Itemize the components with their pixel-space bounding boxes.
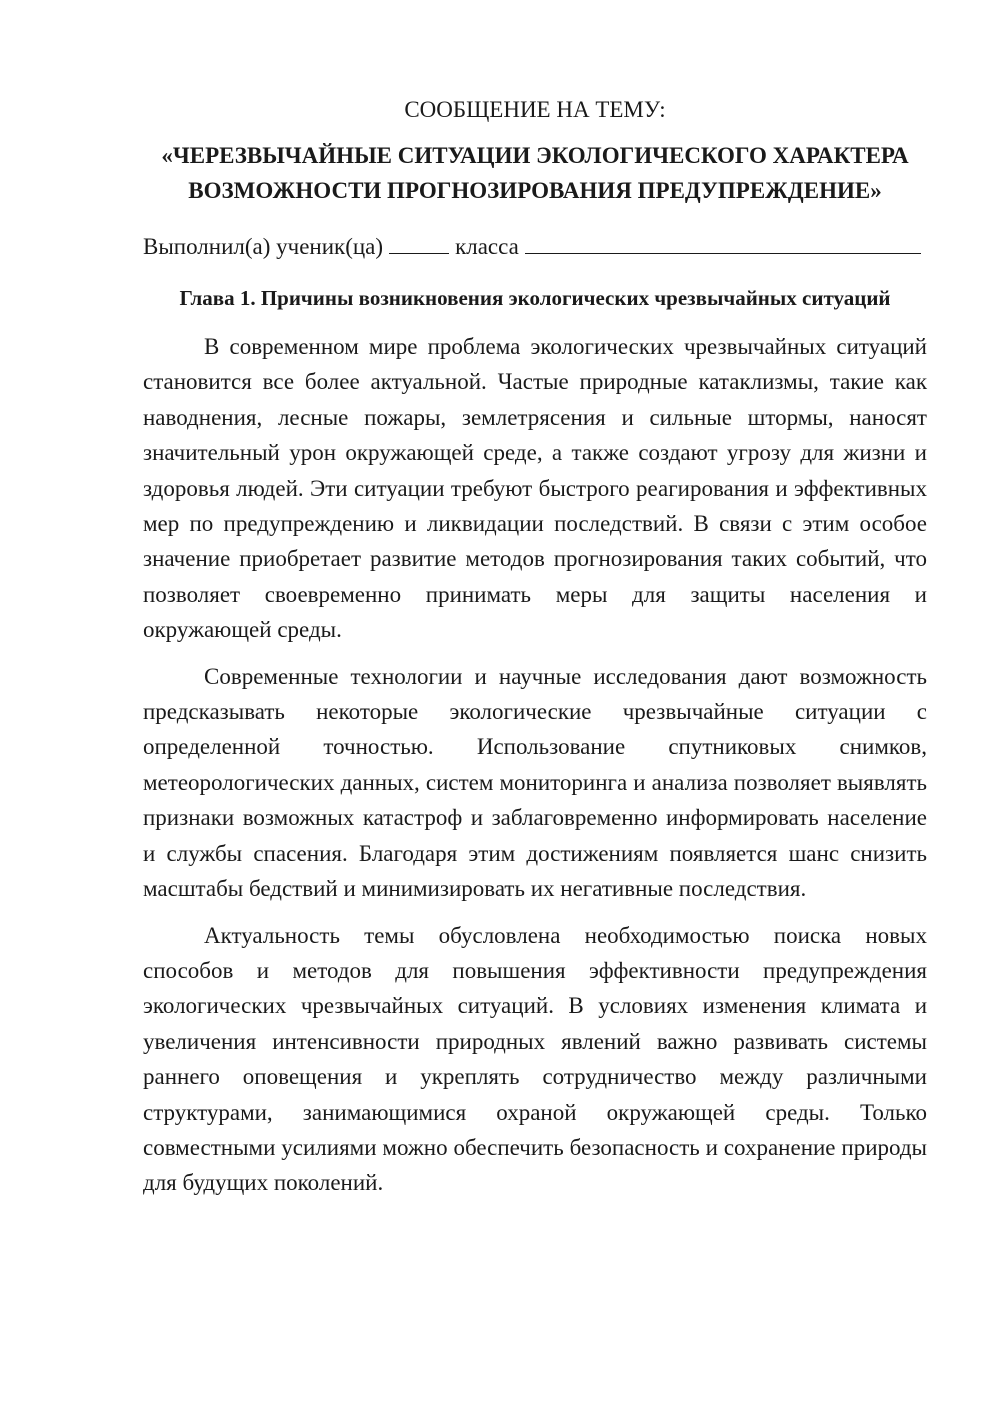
topic-label: СООБЩЕНИЕ НА ТЕМУ: xyxy=(404,97,666,122)
document-page xyxy=(143,96,927,1201)
paragraph-2: Современные технологии и научные исследования дают возможность предсказывать некоторые экологические чрезвычайные ситуации с определенной точностью. Использование спутниковых снимков, метеорологических данных, систем мониторинга и анализа позволяет выявлять признаки возможных катастроф и заблаговременно информировать население и службы спасения. Благодаря этим достижениям появляется шанс снизить масштабы бедствий и минимизировать их негативные последствия. xyxy=(143,663,927,902)
name-blank xyxy=(525,231,921,254)
author-line xyxy=(143,231,927,261)
class-label: класса xyxy=(455,234,519,259)
paragraph-1: В современном мире проблема экологических чрезвычайных ситуаций становится все более актуальной. Частые природные катаклизмы, такие как наводнения, лесные пожары, землетрясения и сильные штормы, наносят значительный урон окружающей среде, а также создают угрозу для жизни и здоровья людей. Эти ситуации требуют быстрого реагирования и эффективных мер по предупреждению и ликвидации последствий. В связи с этим особое значение приобретает развитие методов прогнозирования таких событий, что позволяет своевременно принимать меры для защиты населения и окружающей среды. xyxy=(143,334,927,643)
document-title: «ЧЕРЕЗВЫЧАЙНЫЕ СИТУАЦИИ ЭКОЛОГИЧЕСКОГО ХАРАКТЕРА ВОЗМОЖНОСТИ ПРОГНОЗИРОВАНИЯ ПРЕДУПРЕЖДЕНИЕ» xyxy=(161,143,909,203)
paragraph-3: Актуальность темы обусловлена необходимостью поиска новых способов и методов для повышения эффективности предупреждения экологических чрезвычайных ситуаций. В условиях изменения климата и увеличения интенсивности природных явлений важно развивать системы раннего оповещения и укреплять сотрудничество между различными структурами, занимающимися охраной окружающей среды. Только совместными усилиями можно обеспечить безопасность и сохранение природы для будущих поколений. xyxy=(143,922,927,1196)
performed-label: Выполнил(а) ученик(ца) xyxy=(143,234,384,259)
chapter-title: Глава 1. Причины возникновения экологических чрезвычайных ситуаций xyxy=(179,286,891,310)
class-blank xyxy=(389,231,449,254)
